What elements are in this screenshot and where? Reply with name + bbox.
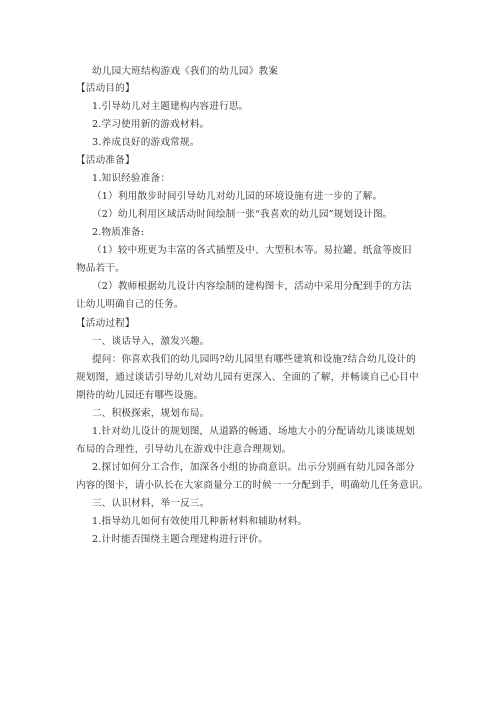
process-step-3b: 2.计时能否围绕主题合理建构进行评价。: [92, 534, 269, 545]
prep-item-2: 2.物质准备:: [92, 227, 145, 238]
prep-item-2a-line1: （1）较中班更为丰富的各式插塑及中、大型积木等。易拉罐、纸盒等废旧: [92, 245, 412, 256]
process-step-2a-line2: 布局的合理性，引导幼儿在游戏中注意合理规划。: [76, 444, 292, 455]
process-step-1-line1: 提问：你喜欢我们的幼儿园吗?幼儿园里有哪些建筑和设施?结合幼儿设计的: [92, 354, 417, 365]
process-step-1-line2: 规划图，通过谈话引导幼儿对幼儿园有更深入、全面的了解，并畅谈自己心目中: [76, 372, 419, 383]
prep-item-2a-line2: 物品若干。: [76, 263, 125, 274]
process-step-2-title: 二、积极探索，规划布局。: [92, 408, 210, 419]
prep-item-1: 1.知识经验准备：: [92, 173, 171, 184]
process-step-2b-line1: 2.探讨如何分工合作，加深各小组的协商意识。出示分别画有幼儿园各部分: [92, 462, 415, 473]
process-step-3a: 1.指导幼儿如何有效使用几种新材料和辅助材料。: [92, 516, 308, 527]
process-step-2b-line2: 内容的图卡，请小队长在大家商量分工的时候一一分配到手，明确幼儿任务意识。: [76, 480, 429, 491]
process-step-3-title: 三、认识材料，举一反三。: [92, 498, 210, 509]
process-step-2a-line1: 1.针对幼儿设计的规划图，从道路的畅通、场地大小的分配请幼儿谈谈规划: [92, 426, 415, 437]
document-title: 幼儿园大班结构游戏《我们的幼儿园》教案: [92, 66, 279, 77]
prep-item-2b-line2: 让幼儿明确自己的任务。: [76, 299, 184, 310]
prep-item-1b: （2）幼儿利用区域活动时间绘制一张“我喜欢的幼儿园”规划设计图。: [92, 209, 393, 220]
prep-item-2b-line1: （2）教师根据幼儿设计内容绘制的建构图卡，活动中采用分配到手的方法: [92, 281, 412, 292]
goal-item-2: 2.学习使用新的游戏材料。: [92, 119, 210, 130]
process-step-1-line3: 期待的幼儿园还有哪些设施。: [76, 390, 204, 401]
section-heading-goal: 【活动目的】: [76, 83, 135, 94]
section-heading-prep: 【活动准备】: [76, 155, 135, 166]
section-heading-process: 【活动过程】: [76, 318, 135, 329]
goal-item-1: 1.引导幼儿对主题建构内容进行思。: [92, 101, 249, 112]
prep-item-1a: （1）利用散步时间引导幼儿对幼儿园的环境设施有进一步的了解。: [92, 191, 383, 202]
process-step-1-title: 一、谈话导入，激发兴趣。: [92, 336, 210, 347]
goal-item-3: 3.养成良好的游戏常规。: [92, 137, 200, 148]
